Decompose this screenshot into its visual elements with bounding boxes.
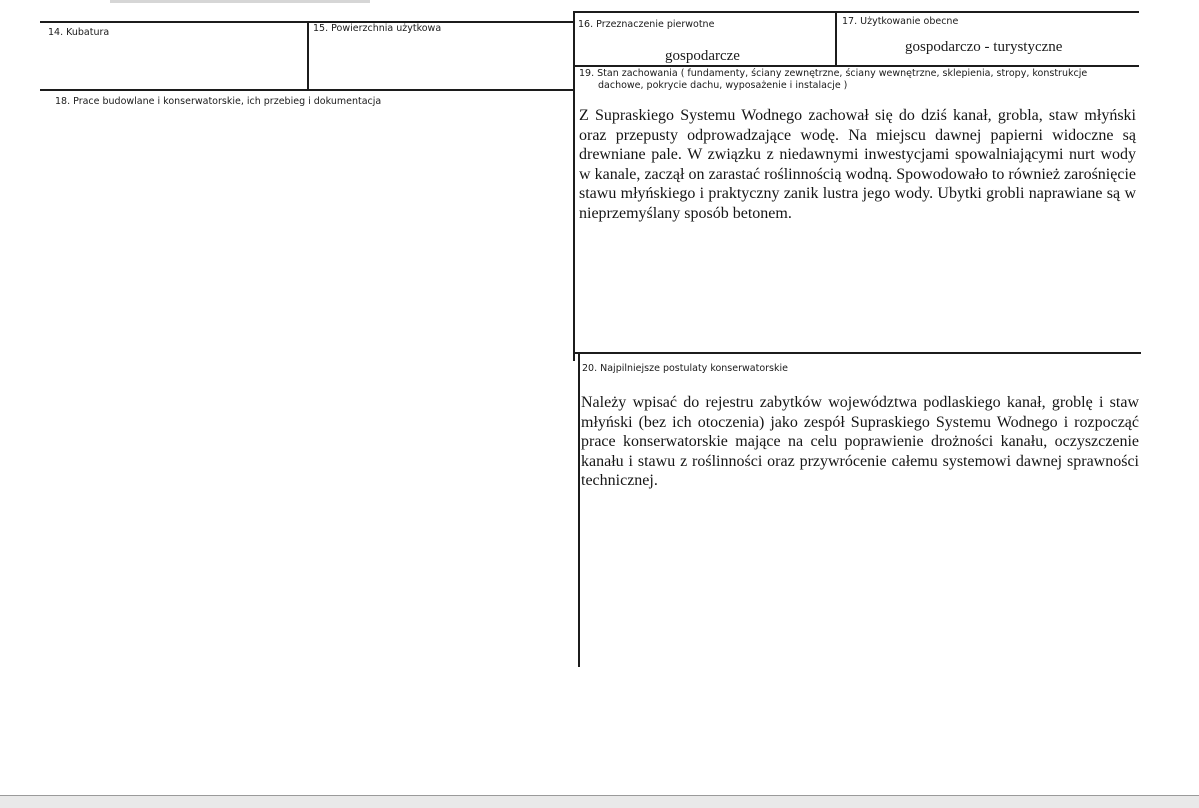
field-14-label: 14. Kubatura <box>48 27 110 38</box>
field-15-label: 15. Powierzchnia użytkowa <box>313 23 442 34</box>
field-16-value: gospodarcze <box>665 48 740 64</box>
field-16-label: 16. Przeznaczenie pierwotne <box>578 19 715 30</box>
rule-under-16-17 <box>573 65 1139 67</box>
rule-top-right <box>573 11 1139 13</box>
field-17-value: gospodarczo - turystyczne <box>905 39 1063 55</box>
field-19-label-line2: dachowe, pokrycie dachu, wyposażenie i instalacje ) <box>598 80 848 91</box>
field-19-label-line1: 19. Stan zachowania ( fundamenty, ściany zewnętrzne, ściany wewnętrzne, sklepienia, stropy, konstrukcje <box>579 68 1088 79</box>
field-20-label: 20. Najpilniejsze postulaty konserwatorskie <box>582 363 788 374</box>
rule-above-20 <box>575 352 1141 354</box>
divider-main-lower <box>578 353 580 667</box>
scan-edge-artifact <box>110 0 370 3</box>
rule-under-14-15 <box>40 89 575 91</box>
scan-bottom-edge <box>0 795 1199 796</box>
field-20-text: Należy wpisać do rejestru zabytków województwa podlaskiego kanał, groblę i staw młyński (bez ich otoczenia) jako zespół Supraskiego Systemu Wodnego i rozpocząć prace konserwatorskie mające na celu poprawienie drożności kanału, oczyszczenie kanału i stawu z roślinności oraz przywrócenie całemu systemowi dawnej sprawności technicznej. <box>581 394 1139 489</box>
divider-14-15 <box>307 21 309 91</box>
field-18-label: 18. Prace budowlane i konserwatorskie, ich przebieg i dokumentacja <box>55 96 382 107</box>
scan-bottom-margin <box>0 795 1199 808</box>
divider-16-17 <box>835 11 837 67</box>
divider-main-upper <box>573 11 575 361</box>
field-17-label: 17. Użytkowanie obecne <box>842 16 959 27</box>
field-19-text: Z Supraskiego Systemu Wodnego zachował się do dziś kanał, grobla, staw młyński oraz przepusty odprowadzające wodę. Na miejscu dawnej papierni widoczne są drewniane pale. W związku z niedawnymi inwestycjami spowalniającymi nurt wody w kanale, zaczął on zarastać roślinnością wodną. Spowodowało to również zarośnięcie stawu młyńskiego i praktyczny zanik lustra jego wody. Ubytki grobli naprawiane są w nieprzemyślany sposób betonem. <box>579 107 1136 222</box>
